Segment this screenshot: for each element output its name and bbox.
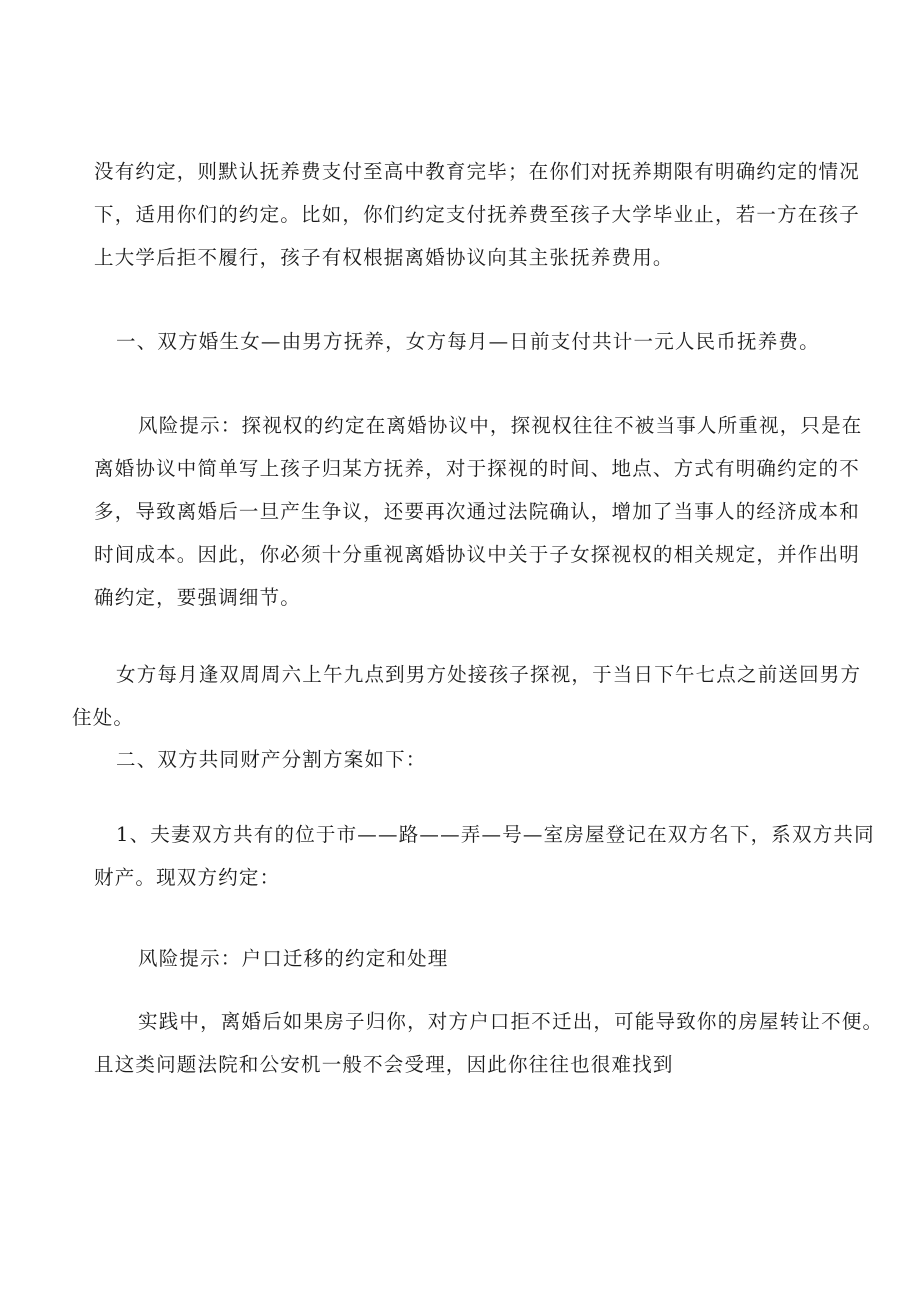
paragraph-child-support-term xyxy=(94,150,860,279)
paragraph-risk-household xyxy=(138,937,449,980)
text-line: 二、双方共同财产分割方案如下： xyxy=(116,748,427,771)
text-line: 没有约定，则默认抚养费支付至高中教育完毕；在你们对抚养期限有明确约定的情况 xyxy=(94,160,860,183)
text-line: 一、双方婚生女—由男方抚养，女方每月—日前支付共计一元人民币抚养费。 xyxy=(116,330,820,353)
text-line: 上大学后拒不履行，孩子有权根据离婚协议向其主张抚养费用。 xyxy=(94,246,674,269)
text-line: 时间成本。因此，你必须十分重视离婚协议中关于子女探视权的相关规定，并作出明 xyxy=(94,543,860,566)
paragraph-practice xyxy=(94,1000,883,1086)
paragraph-visitation-schedule xyxy=(72,653,861,739)
text-line: 财产。现双方约定： xyxy=(94,866,281,889)
paragraph-property-item-one xyxy=(94,813,875,899)
paragraph-clause-one xyxy=(116,320,820,363)
paragraph-risk-visitation xyxy=(94,404,863,619)
text-line: 下，适用你们的约定。比如，你们约定支付抚养费至孩子大学毕业止，若一方在孩子 xyxy=(94,203,860,226)
text-line: 风险提示：户口迁移的约定和处理 xyxy=(138,947,449,970)
text-line: 确约定，要强调细节。 xyxy=(94,586,302,609)
text-line: 离婚协议中简单写上孩子归某方抚养，对于探视的时间、地点、方式有明确约定的不 xyxy=(94,457,860,480)
paragraph-clause-two xyxy=(116,738,427,781)
text-line: 风险提示：探视权的约定在离婚协议中，探视权往往不被当事人所重视，只是在 xyxy=(138,414,863,437)
text-line: 实践中，离婚后如果房子归你，对方户口拒不迁出，可能导致你的房屋转让不便。 xyxy=(138,1010,884,1033)
text-line: 1、夫妻双方共有的位于市——路——弄—号—室房屋登记在双方名下，系双方共同 xyxy=(116,823,875,846)
text-line: 多，导致离婚后一旦产生争议，还要再次通过法院确认，增加了当事人的经济成本和 xyxy=(94,500,860,523)
text-line: 女方每月逢双周周六上午九点到男方处接孩子探视，于当日下午七点之前送回男方 xyxy=(116,663,862,686)
text-line: 且这类问题法院和公安机一般不会受理，因此你往往也很难找到 xyxy=(94,1053,674,1076)
text-line: 住处。 xyxy=(72,706,135,729)
